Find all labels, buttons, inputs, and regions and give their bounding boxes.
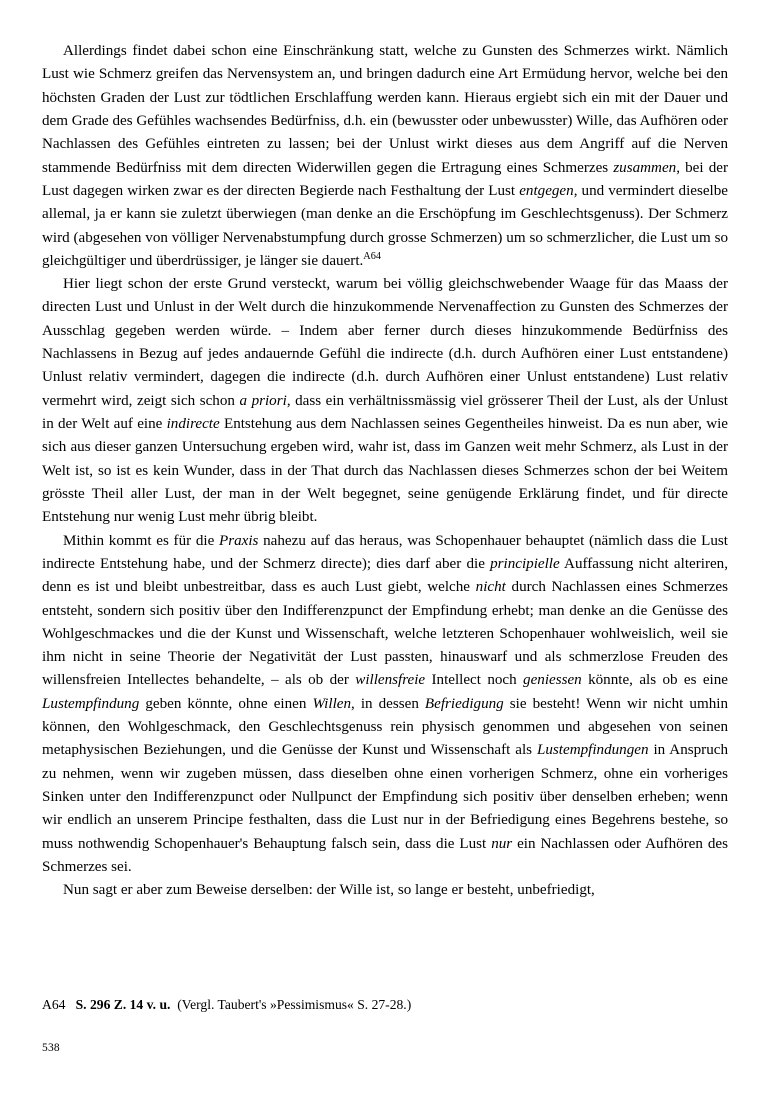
text-run: , bei der Lust dagegen wirken zwar es der directen Begierde nach Festhaltung der Lust (42, 159, 728, 199)
emphasis-text: principielle (490, 555, 560, 572)
footnote-area (42, 995, 728, 1014)
emphasis-text: Willen (312, 695, 352, 712)
page-number: 538 (42, 1042, 60, 1054)
text-run: geben könnte, ohne einen (139, 695, 313, 712)
emphasis-text: zusammen (613, 159, 677, 176)
footnote-text: (Vergl. Taubert's »Pessimismus« S. 27-28.) (177, 997, 412, 1012)
text-run: Auffassung nicht alteriren, denn es ist und bleibt unbestreitbar, dass es auch Lust giebt, welche (42, 555, 728, 596)
emphasis-text: indirecte (166, 416, 220, 432)
emphasis-text: Befriedigung (424, 695, 504, 712)
text-run: ein Nachlassen oder Aufhören des Schmerzes sei. (42, 835, 728, 875)
body-text (42, 40, 728, 903)
emphasis-text: Lustempfindung (42, 695, 140, 712)
text-run: sie besteht! Wenn wir nicht umhin können, den Wohlgeschmack, den Geschlechtsgenuss rein physisch genommen und abgesehen von seinen metaphysischen Beziehungen, und die Genüsse der Kunst und Wissenschaft als (42, 695, 728, 759)
emphasis-text: nur (491, 835, 513, 852)
paragraph (42, 40, 728, 273)
text-run: Nun sagt er aber zum Beweise derselben: der Wille ist, so lange er besteht, unbefriedigt, (63, 882, 595, 899)
paragraph (42, 273, 728, 529)
text-run: Allerdings findet dabei schon eine Einschränkung statt, welche zu Gunsten des Schmerzes wirkt. Nämlich Lust wie Schmerz greifen das Nervensystem an, und bringen dadurch eine Art Ermüdung hervor, welche bei den höchsten Graden der Lust zur tödtlichen Erschlaffung werden kann. Hieraus ergiebt sich ein mit der Dauer und dem Grade des Gefühles wachsendes Bedürfniss, d.h. ein (bewusster oder unbewusster) Wille, das Aufhören oder Nachlassen des Gefühles eintreten zu lassen; bei der Unlust wirkt dieses aus dem Angriff auf die Nerven stammende Bedürfniss mit dem directen Widerwillen gegen die Ertragung eines Schmerzes (42, 43, 728, 176)
paragraph (42, 879, 728, 902)
text-run: könnte, als ob es eine (581, 672, 729, 689)
text-run: , dass ein verhältnissmässig viel grösserer Theil der Lust, als der Unlust in der Welt auf eine (42, 392, 728, 432)
text-run: , in dessen (351, 695, 425, 712)
footnote-mark: A64 (42, 997, 66, 1012)
text-run: in Anspruch zu nehmen, wenn wir zugeben müssen, dass dieselben ohne einen vorherigen Schmerz, ohne ein vorheriges Sinken unter den Indifferenzpunct oder Nullpunct der Empfindung sich positiv über denselben erheben; wenn wir endlich an unserem Principe festhalten, dass die Lust nur in der Befriedigung eines Begehrens bestehe, so muss nothwendig Schopenhauer's Behauptung falsch sein, dass die Lust (42, 742, 728, 852)
text-run: Entstehung aus dem Nachlassen seines Gegentheiles hinweist. Da es nun aber, wie sich aus dieser ganzen Untersuchung ergeben wird, wahr ist, dass im Ganzen weit mehr Schmerz, als Lust in der Welt ist, so ist es kein Wunder, dass in der That durch das Nachlassen dieses Schmerzes schon der bei Weitem grösste Theil aller Lust, der man in der Welt begegnet, seine genügende Erklärung findet, und für directe Entstehung nur wenig Lust mehr übrig bleibt. (42, 416, 728, 526)
emphasis-text: entgegen (519, 182, 574, 199)
emphasis-text: geniessen (523, 672, 582, 689)
text-run: nahezu auf das heraus, was Schopenhauer behauptet (nämlich dass die Lust indirecte Entstehung habe, und der Schmerz directe); dies darf aber die (42, 532, 729, 572)
emphasis-text: nicht (475, 579, 506, 596)
emphasis-text: willensfreie (355, 672, 426, 689)
emphasis-text: Praxis (219, 532, 259, 549)
text-run: Intellect noch (425, 672, 524, 689)
footnote (42, 995, 728, 1014)
text-run: Hier liegt schon der erste Grund versteckt, warum bei völlig gleichschwebender Waage für das Maass der directen Lust und Unlust in der Welt durch die hinzukommende Nervenaffection zu Gunsten des Schmerzes der Ausschlag gegeben werden würde. – Indem aber ferner durch dieses hinzukommende Bedürfniss des Nachlassens in Bezug auf jedes andauernde Gefühl die indirecte (d.h. durch Aufhören einer Lust entstandene) Unlust relativ vermindert, dagegen die indirecte (d.h. durch Aufhören einer Unlust entstandene) Lust relativ vermehrt wird, zeigt sich schon (42, 276, 728, 409)
text-run: , und vermindert dieselbe allemal, ja er kann sie zuletzt überwiegen (man denke an die Erschöpfung im Geschlechtsgenuss). Der Schmerz wird (abgesehen von völliger Nervenabstumpfung durch grosse Schmerzen) um so schmerzlicher, die Lust um so gleichgültiger und überdrüssiger, je länger sie dauert. (42, 182, 728, 269)
emphasis-text: a priori (239, 392, 287, 409)
text-run: durch Nachlassen eines Schmerzes entsteht, sondern sich positiv über den Indifferenzpunct der Empfindung erhebt; man denke an die Genüsse des Wohlgeschmackes und die der Kunst und Wissenschaft, welche letzteren Schopenhauer wohlweislich, weil sie ihm nicht in seine Theorie der Negativität der Lust passten, hinauswarf und als schmerzlose Freuden des willensfreien Intellectes behandelte, – als ob der (42, 579, 728, 689)
text-run: Mithin kommt es für die (63, 532, 219, 549)
footnote-reference: S. 296 Z. 14 v. u. (75, 997, 171, 1012)
footnote-marker: A64 (363, 250, 381, 262)
emphasis-text: Lustempfindungen (536, 742, 649, 759)
paragraph (42, 530, 728, 880)
